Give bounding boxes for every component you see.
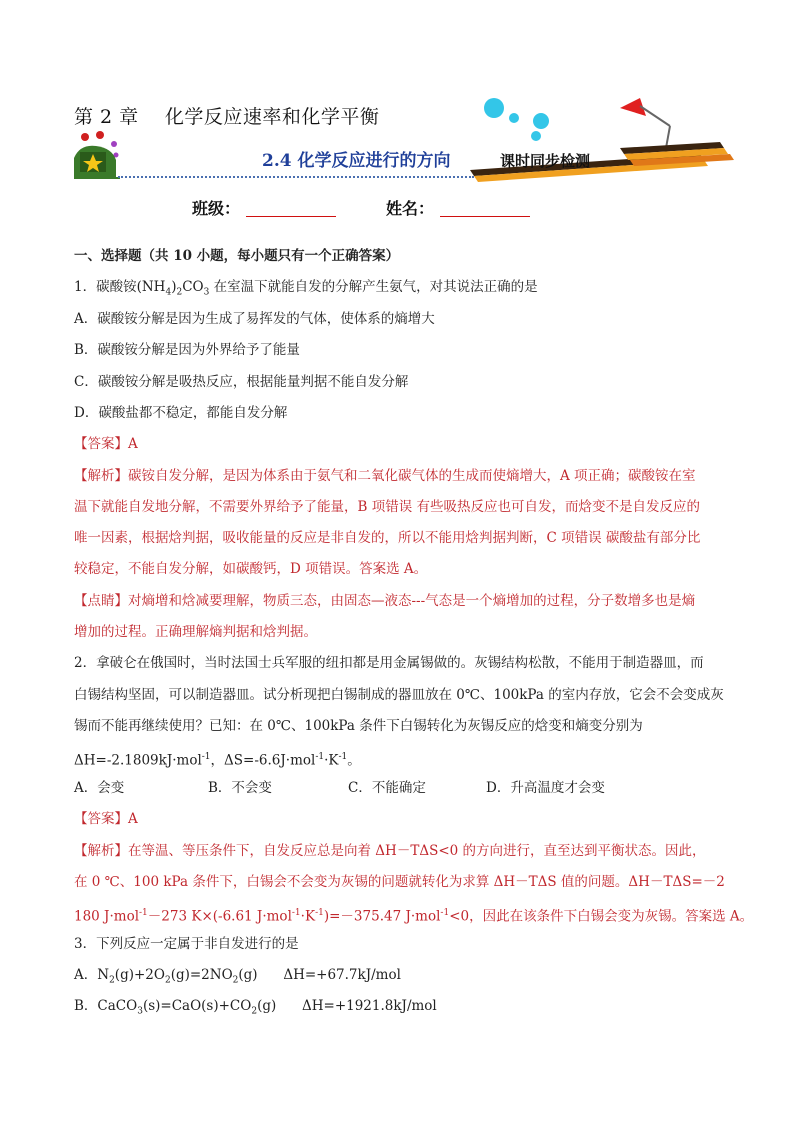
q1-answer: 【答案】A: [74, 436, 138, 452]
q2-option-c: C．不能确定: [348, 780, 426, 796]
q2-option-d: D．升高温度才会变: [486, 780, 605, 796]
name-input-line[interactable]: [440, 200, 530, 217]
name-label: 姓名：: [386, 199, 435, 218]
q1-tip-1: 【点睛】对熵增和焓减要理解，物质三态，由固态—液态---气态是一个熵增加的过程，分子数增多也是熵: [74, 593, 696, 609]
header-divider: [118, 176, 474, 178]
section-title: 2.4 化学反应进行的方向: [262, 151, 451, 171]
q2-option-a: A．会变: [74, 780, 125, 796]
q1-option-a: A．碳酸铵分解是因为生成了易挥发的气体，使体系的熵增大: [74, 311, 435, 327]
q1-tip-2: 增加的过程。正确理解熵判据和焓判据。: [74, 624, 317, 640]
q2-analysis-3: 180 J·mol$^{-1}$－273 K×(-6.61 $J\cdot mol^{-1}\cdot K^{-1})=-375.47$ J·mol$^{-1}$<0，因此在该条件下白锡会变为灰锡。答案选 A。: [74, 908, 754, 925]
q2-analysis-1: 【解析】在等温、等压条件下，自发反应总是向着 ΔH－TΔS<0 的方向进行，直至达到平衡状态。因此，: [74, 843, 706, 859]
q2-stem-3: 锡而不能再继续使用？已知：在 0℃、100kPa 条件下白锡转化为灰锡反应的焓变和熵变分别为: [74, 718, 643, 734]
q2-stem-4: ΔH=-2.1809kJ·mol$^{-1}$，$\Delta S=-6.6J\cdot mol^{-1}\cdot K^{-1}$。: [74, 752, 361, 769]
q1-analysis-1: 【解析】碳铵自发分解，是因为体系由于氨气和二氧化碳气体的生成而使熵增大，A 项正确；碳酸铵在室: [74, 468, 696, 484]
section-heading: 一、选择题（共 10 小题，每小题只有一个正确答案）: [74, 248, 400, 264]
q2-analysis-2: 在 0 ℃、100 kPa 条件下，白锡会不会变为灰锡的问题就转化为求算 ΔH－TΔS 值的问题。ΔH－TΔS=－2: [74, 874, 725, 890]
q2-options: [74, 779, 605, 797]
q1-stem: 1．碳酸铵$(NH_4)_2CO_3$ 在室温下就能自发的分解产生氨气，对其说法正确的是: [74, 279, 538, 298]
class-input-line[interactable]: [246, 200, 336, 217]
q2-stem-2: 白锡结构坚固，可以制造器皿。试分析现把白锡制成的器皿放在 0℃、100kPa 的室内存放，它会不会变成灰: [74, 687, 724, 703]
sync-test-badge: 课时同步检测: [500, 152, 591, 170]
q3-option-a: A．$N_2(g)+2O_2(g)=2NO_2(g)$ ΔH=+67.7kJ/mol: [74, 967, 401, 986]
q3-stem: 3．下列反应一定属于非自发进行的是: [74, 936, 299, 952]
q2-answer: 【答案】A: [74, 811, 138, 827]
q2-option-b: B．不会变: [208, 780, 272, 796]
q3-option-b: B．$CaCO_3(s)=CaO(s)+CO_2(g)$ ΔH=+1921.8kJ/mol: [74, 998, 437, 1017]
chapter-title: 第 2 章 化学反应速率和化学平衡: [74, 106, 380, 128]
name-field[interactable]: [386, 196, 530, 219]
q1-option-d: D．碳酸盐都不稳定，都能自发分解: [74, 405, 288, 421]
bubble-icon: [484, 98, 504, 118]
q2-stem-1: 2．拿破仑在俄国时，当时法国士兵军服的纽扣都是用金属锡做的。灰锡结构松散，不能用于制造器皿，而: [74, 655, 704, 671]
lamp-icon: [620, 98, 670, 148]
class-label: 班级：: [192, 199, 241, 218]
q1-analysis-2: 温下就能自发地分解，不需要外界给予了能量，B 项错误 有些吸热反应也可自发，而焓变不是自发反应的: [74, 499, 701, 515]
q1-analysis-4: 较稳定，不能自发分解，如碳酸钙，D 项错误。答案选 A。: [74, 561, 428, 577]
q1-option-b: B．碳酸铵分解是因为外界给予了能量: [74, 342, 300, 358]
q1-analysis-3: 唯一因素，根据焓判据，吸收能量的反应是非自发的，所以不能用焓判据判断，C 项错误 碳酸盐有部分比: [74, 530, 701, 546]
star-badge-icon: [74, 131, 120, 178]
q1-option-c: C．碳酸铵分解是吸热反应，根据能量判据不能自发分解: [74, 374, 409, 390]
class-field[interactable]: [192, 196, 336, 219]
